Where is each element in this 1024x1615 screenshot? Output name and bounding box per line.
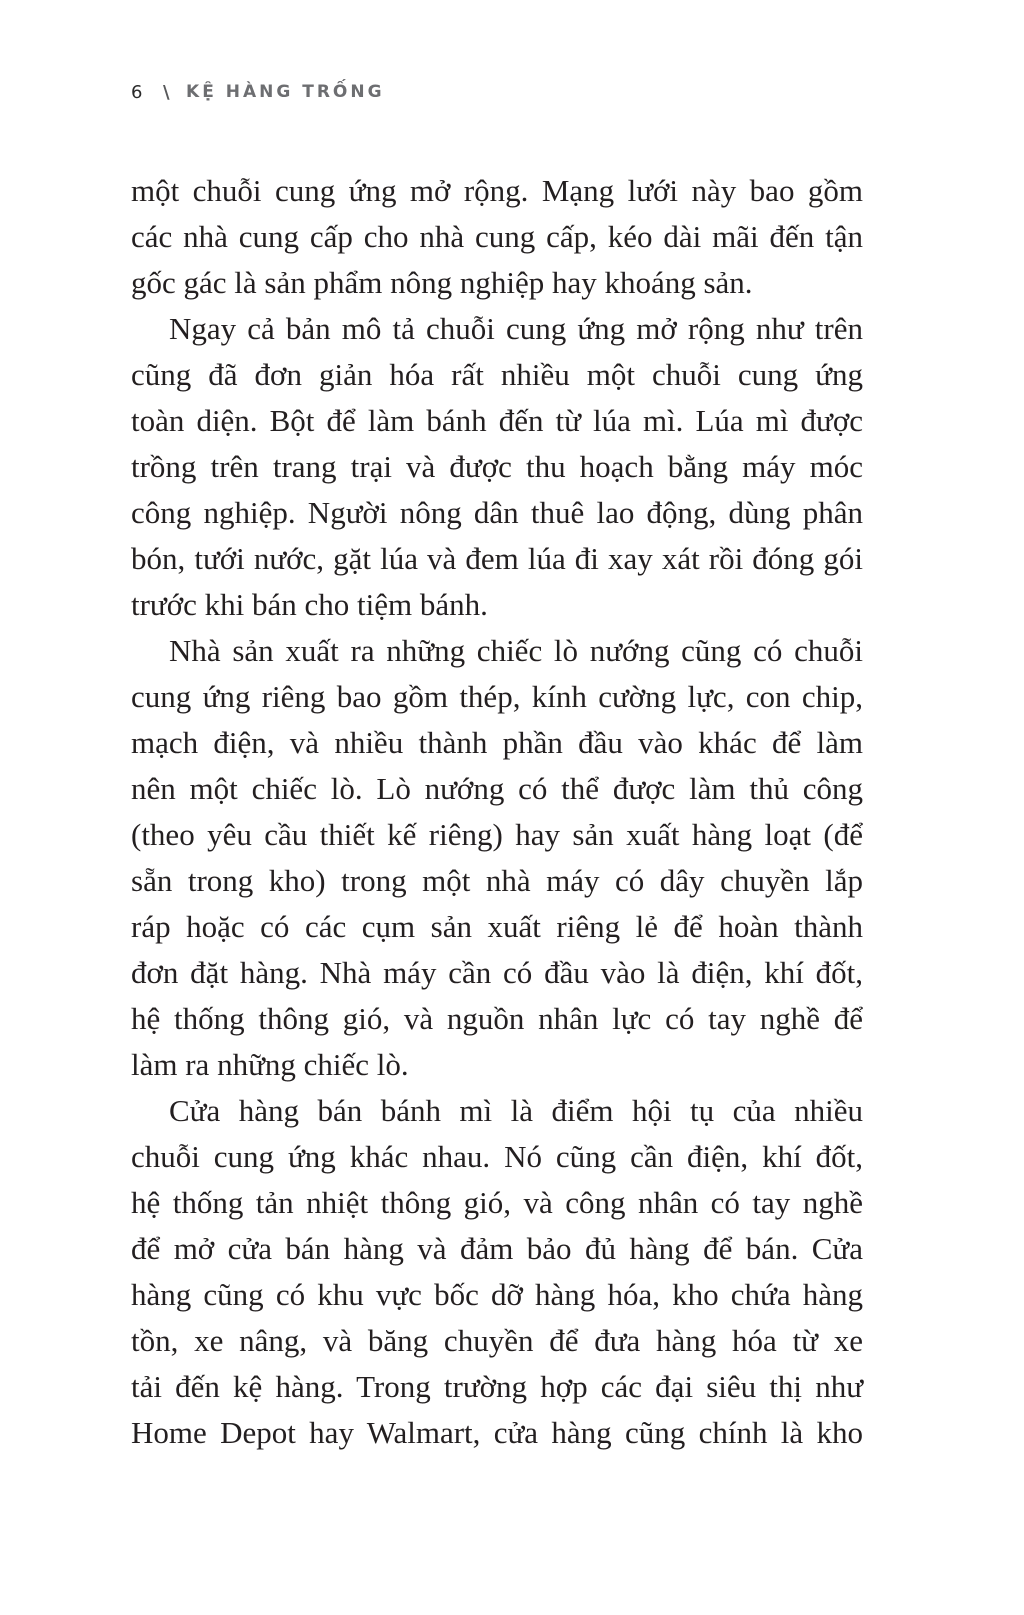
running-header — [131, 78, 385, 106]
text-line: một chuỗi cung ứng mở rộng. Mạng lưới này bao gồm — [131, 173, 863, 208]
text-line: bón, tưới nước, gặt lúa và đem lúa đi xay xát rồi đóng gói — [131, 541, 863, 576]
text-line: Ngay cả bản mô tả chuỗi cung ứng mở rộng như trên — [169, 311, 863, 346]
page-number: 6 — [131, 81, 143, 103]
body-text — [131, 168, 863, 1456]
text-line: để mở cửa bán hàng và đảm bảo đủ hàng để bán. Cửa — [131, 1231, 863, 1266]
paragraph — [131, 306, 863, 628]
text-line: Cửa hàng bán bánh mì là điểm hội tụ của nhiều — [169, 1093, 863, 1128]
paragraph — [131, 1088, 863, 1456]
text-line: (theo yêu cầu thiết kế riêng) hay sản xuất hàng loạt (để — [131, 817, 863, 852]
text-line: công nghiệp. Người nông dân thuê lao động, dùng phân — [131, 495, 863, 530]
text-line: ráp hoặc có các cụm sản xuất riêng lẻ để hoàn thành — [131, 909, 863, 944]
text-line: trước khi bán cho tiệm bánh. — [131, 587, 488, 622]
text-line: hệ thống thông gió, và nguồn nhân lực có tay nghề để — [131, 1001, 863, 1036]
text-line: hàng cũng có khu vực bốc dỡ hàng hóa, kho chứa hàng — [131, 1277, 863, 1312]
text-line: làm ra những chiếc lò. — [131, 1047, 409, 1082]
text-line: hệ thống tản nhiệt thông gió, và công nhân có tay nghề — [131, 1185, 863, 1220]
text-line: đơn đặt hàng. Nhà máy cần có đầu vào là điện, khí đốt, — [131, 955, 863, 990]
text-line: cung ứng riêng bao gồm thép, kính cường lực, con chip, — [131, 679, 863, 714]
text-line: gốc gác là sản phẩm nông nghiệp hay khoáng sản. — [131, 265, 753, 300]
text-line: tải đến kệ hàng. Trong trường hợp các đại siêu thị như — [131, 1369, 863, 1404]
text-line: mạch điện, và nhiều thành phần đầu vào khác để làm — [131, 725, 863, 760]
text-line: tồn, xe nâng, và băng chuyền để đưa hàng hóa từ xe — [131, 1323, 863, 1358]
text-line: sẵn trong kho) trong một nhà máy có dây chuyền lắp — [131, 863, 863, 898]
text-line: Home Depot hay Walmart, cửa hàng cũng chính là kho — [131, 1415, 863, 1450]
text-line: toàn diện. Bột để làm bánh đến từ lúa mì. Lúa mì được — [131, 403, 863, 438]
header-separator: \ — [162, 81, 171, 103]
text-line: Nhà sản xuất ra những chiếc lò nướng cũng có chuỗi — [169, 633, 863, 668]
text-line: nên một chiếc lò. Lò nướng có thể được làm thủ công — [131, 771, 863, 806]
text-line: cũng đã đơn giản hóa rất nhiều một chuỗi cung ứng — [131, 357, 863, 392]
paragraph — [131, 168, 863, 306]
paragraph — [131, 628, 863, 1088]
book-title: KỆ HÀNG TRỐNG — [186, 82, 385, 102]
text-line: trồng trên trang trại và được thu hoạch bằng máy móc — [131, 449, 863, 484]
text-line: chuỗi cung ứng khác nhau. Nó cũng cần điện, khí đốt, — [131, 1139, 863, 1174]
text-line: các nhà cung cấp cho nhà cung cấp, kéo dài mãi đến tận — [131, 219, 863, 254]
